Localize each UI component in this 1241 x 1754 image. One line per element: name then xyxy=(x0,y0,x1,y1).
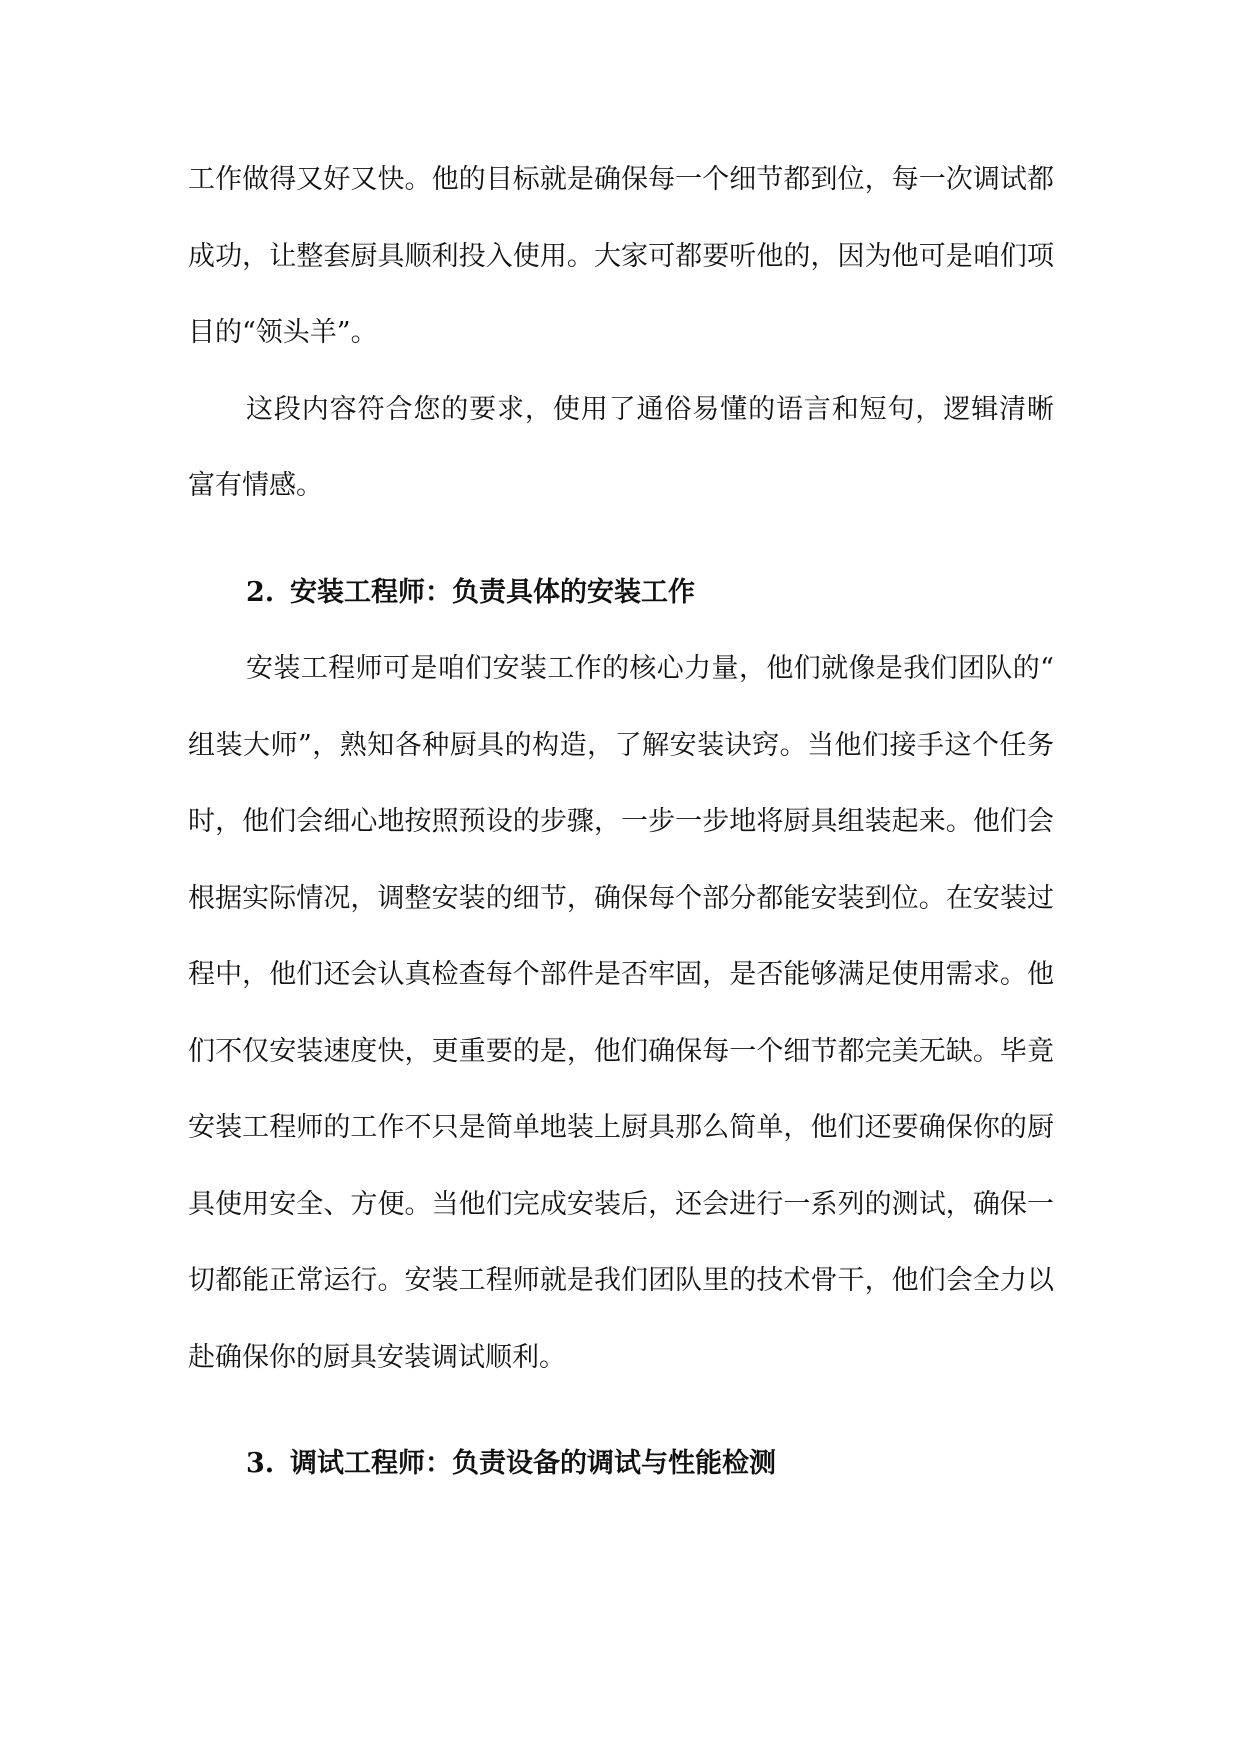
section-heading-commissioning-engineer xyxy=(188,1426,1054,1503)
document-body xyxy=(188,142,1054,1503)
paragraph-project-leader-continued: 工作做得又好又快。他的目标就是确保每一个细节都到位，每一次调试都成功，让整套厨具顺利投入使用。大家可都要听他的，因为他可是咱们项目的“领头羊”。 xyxy=(188,164,1054,348)
section-title: 安装工程师：负责具体的安装工作 xyxy=(290,576,695,608)
paragraph-installation-engineer: 安装工程师可是咱们安装工作的核心力量，他们就像是我们团队的“组装大师”，熟知各种厨具的构造，了解安装诀窍。当他们接手这个任务时，他们会细心地按照预设的步骤，一步一步地将厨具组装起来。他们会根据实际情况，调整安装的细节，确保每个部分都能安装到位。在安装过程中，他们还会认真检查每个部件是否牢固，是否能够满足使用需求。他们不仅安装速度快，更重要的是，他们确保每一个细节都完美无缺。毕竟安装工程师的工作不只是简单地装上厨具那么简单，他们还要确保你的厨具使用安全、方便。当他们完成安装后，还会进行一系列的测试，确保一切都能正常运行。安装工程师就是我们团队里的技术骨干，他们会全力以赴确保你的厨具安装调试顺利。 xyxy=(188,653,1054,1373)
section-number: 2. xyxy=(246,576,275,608)
section-number: 3. xyxy=(246,1448,275,1479)
section-title: 调试工程师：负责设备的调试与性能检测 xyxy=(290,1448,776,1479)
section-heading-installation-engineer xyxy=(188,555,1054,632)
paragraph-content-note: 这段内容符合您的要求，使用了通俗易懂的语言和短句，逻辑清晰富有情感。 xyxy=(188,393,1054,501)
